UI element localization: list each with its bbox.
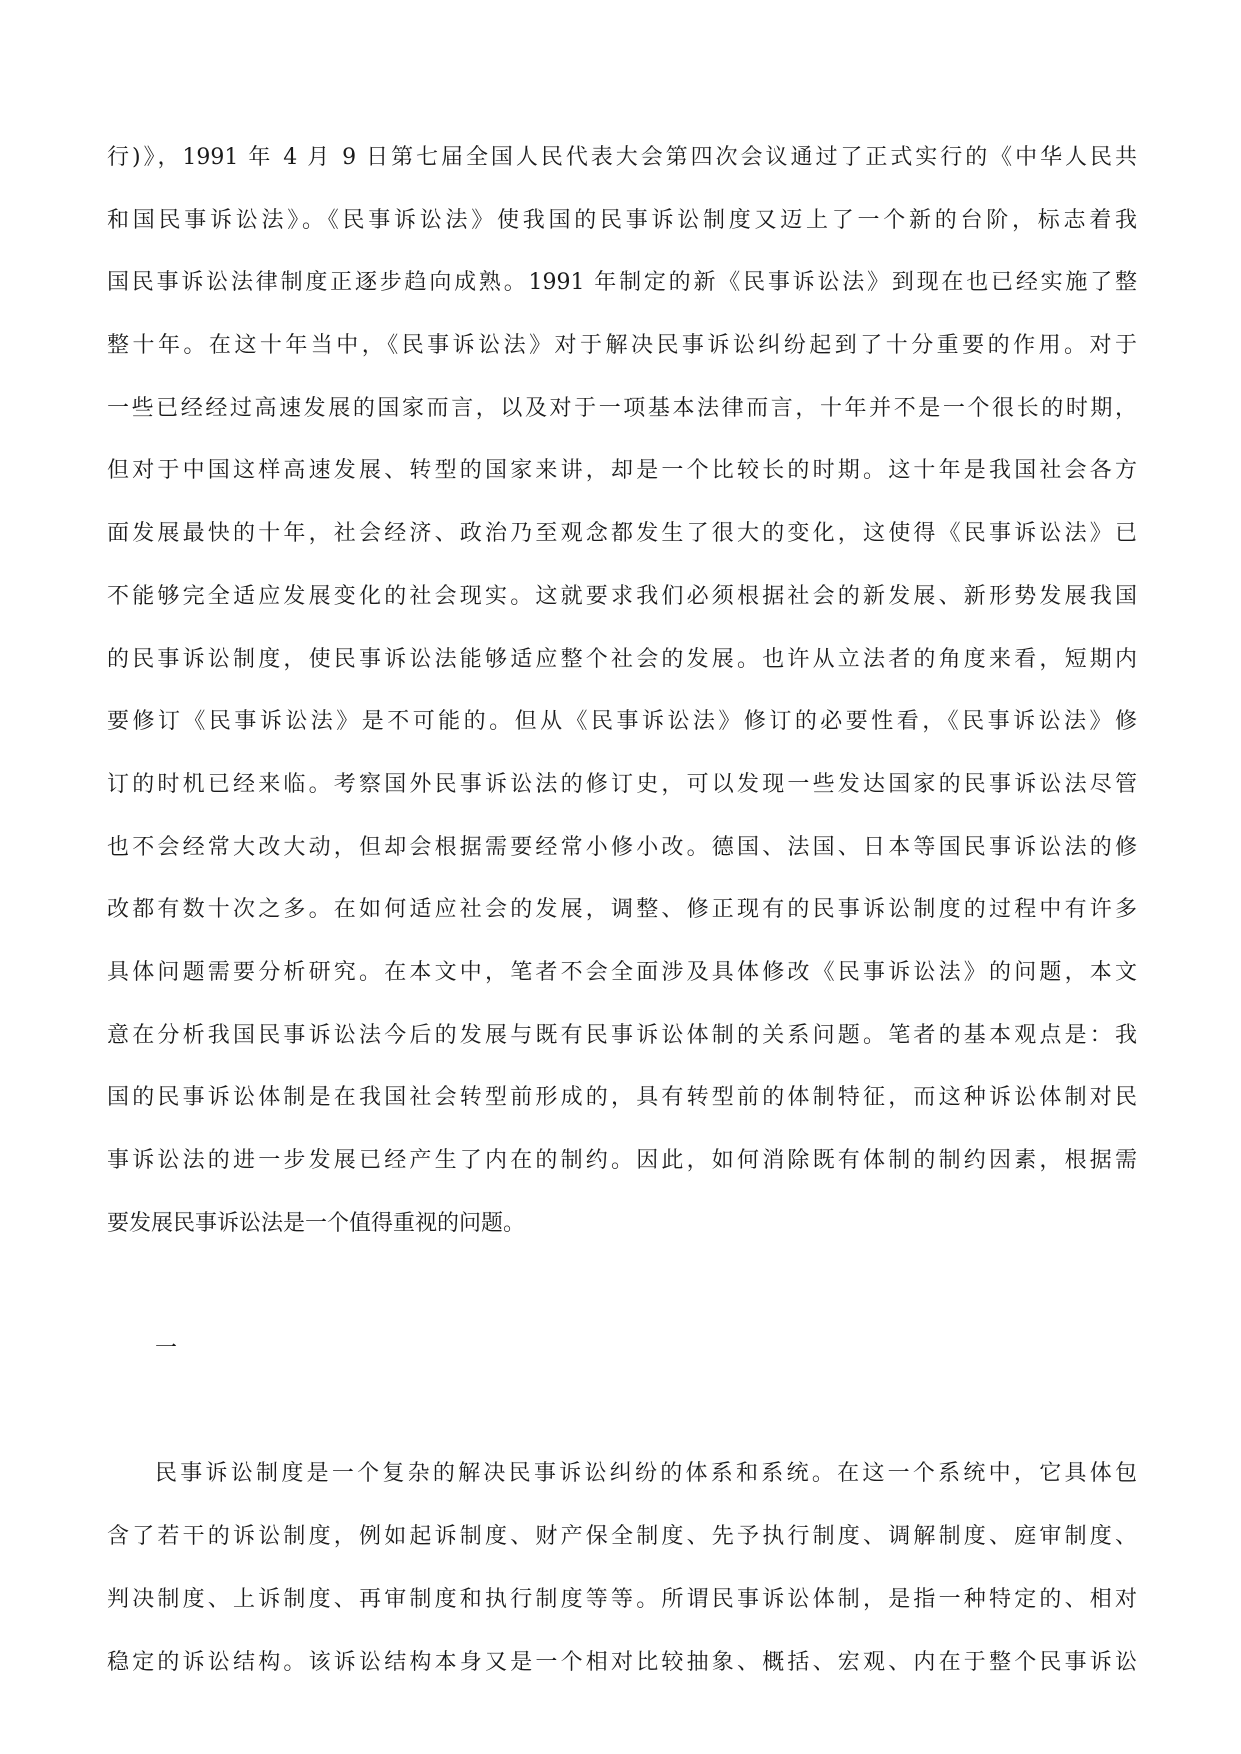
text-line: 判决制度、上诉制度、再审制度和执行制度等等。所谓民事诉讼体制，是指一种特定的、相对 [107,1586,1137,1612]
text-line: 和国民事诉讼法》。《民事诉讼法》使我国的民事诉讼制度又迈上了一个新的台阶，标志着我 [107,207,1137,233]
text-line: 行)》，1991 年 4 月 9 日第七届全国人民代表大会第四次会议通过了正式实行的《中华人民共 [107,145,1137,170]
text-line: 意在分析我国民事诉讼法今后的发展与既有民事诉讼体制的关系问题。笔者的基本观点是：我 [107,1022,1137,1048]
paragraph-spacer [107,1387,1137,1450]
text-line: 国的民事诉讼体制是在我国社会转型前形成的，具有转型前的体制特征，而这种诉讼体制对民 [107,1085,1137,1111]
text-line: 要修订《民事诉讼法》是不可能的。但从《民事诉讼法》修订的必要性看，《民事诉讼法》修 [107,709,1137,735]
text-line: 事诉讼法的进一步发展已经产生了内在的制约。因此，如何消除既有体制的制约因素，根据需 [107,1148,1137,1173]
text-line: 面发展最快的十年，社会经济、政治乃至观念都发生了很大的变化，这使得《民事诉讼法》已 [107,521,1137,547]
text-line: 但对于中国这样高速发展、转型的国家来讲，却是一个比较长的时期。这十年是我国社会各方 [107,458,1137,484]
text-line: 也不会经常大改大动，但却会根据需要经常小修小改。德国、法国、日本等国民事诉讼法的修 [107,834,1137,860]
paragraph-spacer [107,1261,1137,1324]
text-line: 国民事诉讼法律制度正逐步趋向成熟。1991 年制定的新《民事诉讼法》到现在也已经实施了整 [107,270,1137,296]
text-line: 订的时机已经来临。考察国外民事诉讼法的修订史，可以发现一些发达国家的民事诉讼法尽管 [107,771,1137,797]
section-heading: 一 [155,1336,178,1362]
text-line: 改都有数十次之多。在如何适应社会的发展，调整、修正现有的民事诉讼制度的过程中有许多 [107,897,1137,923]
body-text [107,133,1137,1700]
text-line: 稳定的诉讼结构。该诉讼结构本身又是一个相对比较抽象、概括、宏观、内在于整个民事诉讼 [107,1649,1137,1675]
text-line: 的民事诉讼制度，使民事诉讼法能够适应整个社会的发展。也许从立法者的角度来看，短期内 [107,646,1137,672]
text-line: 含了若干的诉讼制度，例如起诉制度、财产保全制度、先予执行制度、调解制度、庭审制度、 [107,1524,1137,1550]
text-line: 整十年。在这十年当中，《民事诉讼法》对于解决民事诉讼纠纷起到了十分重要的作用。对于 [107,333,1137,359]
text-line: 具体问题需要分析研究。在本文中，笔者不会全面涉及具体修改《民事诉讼法》的问题，本文 [107,959,1137,985]
text-line: 一些已经经过高速发展的国家而言，以及对于一项基本法律而言，十年并不是一个很长的时期， [107,395,1137,421]
text-line: 要发展民事诉讼法是一个值得重视的问题。 [107,1210,526,1236]
text-line: 不能够完全适应发展变化的社会现实。这就要求我们必须根据社会的新发展、新形势发展我国 [107,583,1137,609]
text-line: 民事诉讼制度是一个复杂的解决民事诉讼纠纷的体系和系统。在这一个系统中，它具体包 [155,1461,1137,1487]
